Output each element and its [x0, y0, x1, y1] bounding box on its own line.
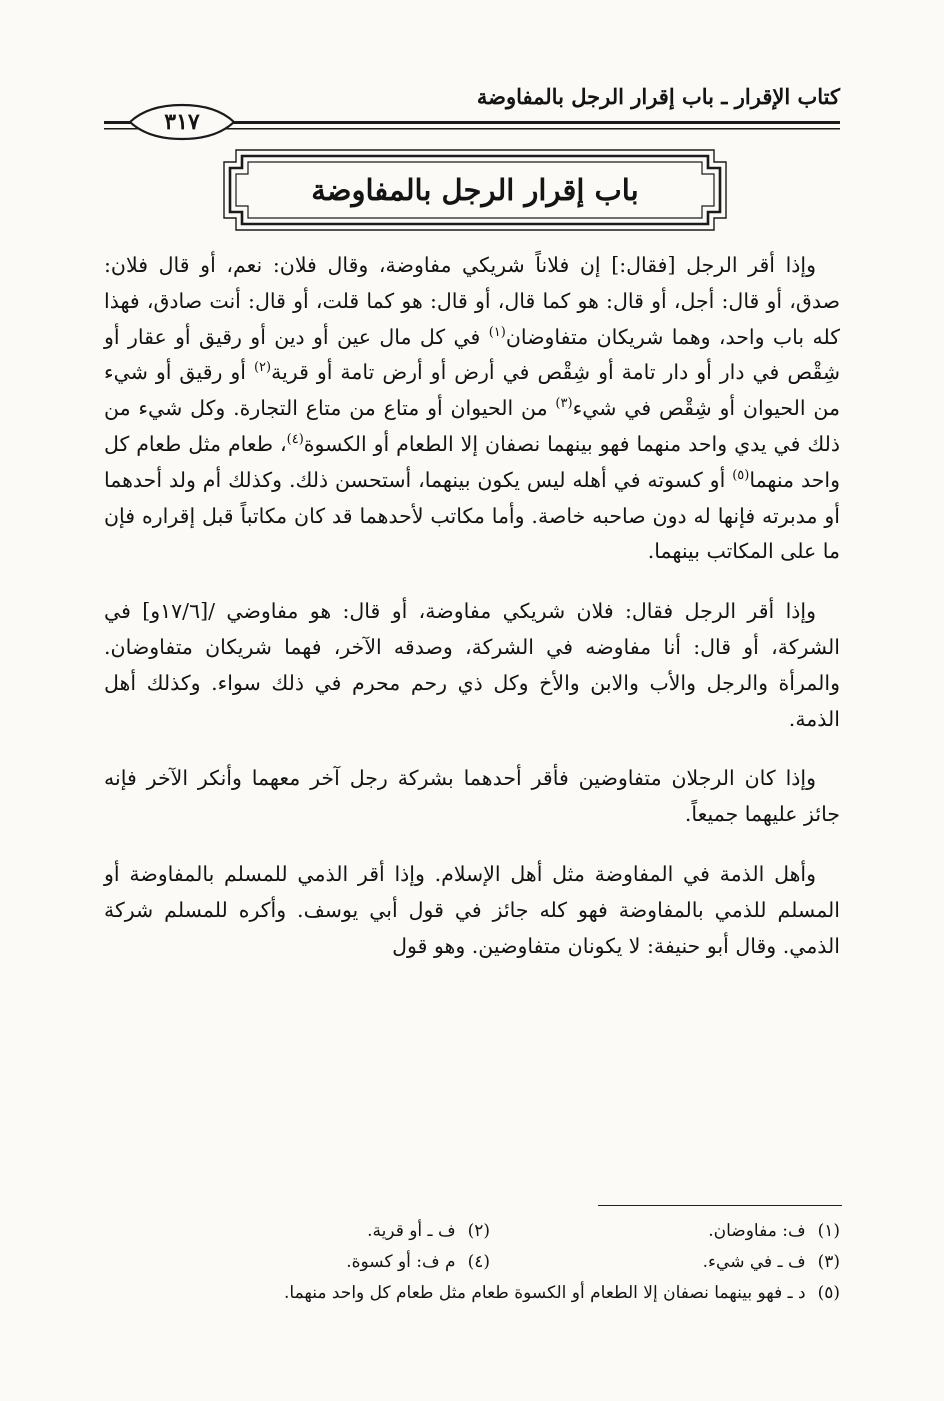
footnote-row — [110, 1247, 840, 1278]
paragraph — [104, 248, 840, 570]
paragraph — [104, 761, 840, 833]
footnote-row — [110, 1216, 840, 1247]
text-segment: وإذا كان الرجلان متفاوضين فأقر أحدهما بشركة رجل آخر معهما وأنكر الآخر فإنه جائز عليهما جميعاً. — [104, 766, 840, 827]
text-segment: أو رقيق أو شيء من الحيوان أو شِقْص في شيء — [104, 360, 841, 421]
footnote-ref: (٤) — [286, 432, 304, 448]
footnote-ref: (١) — [488, 324, 506, 340]
footnote-item: (٥)د ـ فهو بينهما نصفان إلا الطعام أو الكسوة طعام مثل طعام كل واحد منهما. — [284, 1283, 840, 1303]
footnote-item: (٢)ف ـ أو قرية. — [367, 1221, 490, 1241]
text-segment: ، طعام مثل طعام كل واحد منهما — [104, 431, 840, 492]
footnotes — [110, 1216, 840, 1309]
footnote-item: (١)ف: مفاوضان. — [708, 1221, 840, 1241]
footnote-ref: (٥) — [732, 467, 750, 483]
footnote-separator — [598, 1205, 842, 1206]
paragraph — [104, 857, 840, 964]
chapter-title-frame — [222, 148, 728, 232]
paragraph — [104, 594, 840, 737]
text-segment: وإذا أقر الرجل [فقال:] إن فلاناً شريكي مفاوضة، وقال فلان: نعم، أو قال فلان: صدق، أو قال: أجل، أو قال: هو كما قال، أو قال: هو كما قلت، أو قال: أنت صادق، فهذا كله باب واحد، وهما شريكان متفاوضان — [104, 253, 841, 349]
footnote-item: (٣)ف ـ في شيء. — [702, 1252, 840, 1272]
footnote-row — [110, 1278, 840, 1309]
text-segment: من الحيوان أو متاع من متاع التجارة. وكل شيء من ذلك في يدي واحد منهما فهو بينهما نصفان إلا الطعام أو الكسوة — [104, 396, 840, 456]
text-segment: أو كسوته في أهله ليس يكون بينهما، أستحسن ذلك. وكذلك أم ولد أحدهما أو مدبرته فإنها له دون صاحبه خاصة. وأما مكاتب لأحدهما قد كان مكاتباً قبل إقراره فإن ما على المكاتب بينهما. — [104, 467, 840, 564]
body-text — [104, 248, 840, 964]
chapter-title: باب إقرار الرجل بالمفاوضة — [311, 173, 639, 207]
footnote-ref: (٢) — [253, 360, 272, 376]
running-head: كتاب الإقرار ـ باب إقرار الرجل بالمفاوضة — [476, 84, 840, 109]
text-segment: وإذا أقر الرجل فقال: فلان شريكي مفاوضة، أو قال: هو مفاوضي /[١٧/٦و] في الشركة، أو قال: أنا مفاوضه في الشركة، وصدقه الآخر، فهما شريكان متفاوضان. والمرأة والرجل والأب والابن والأخ وكل ذي رحم محرم في ذلك سواء. وكذلك أهل الذمة. — [104, 599, 840, 731]
page-number: ٣١٧ — [164, 109, 200, 135]
text-segment: في كل مال عين أو دين أو رقيق أو عقار أو شِقْص في دار أو دار تامة أو شِقْص في أرض أو أرض تامة أو قرية — [104, 324, 840, 385]
footnote-item: (٤)م ف: أو كسوة. — [346, 1252, 490, 1272]
footnote-ref: (٣) — [555, 396, 573, 412]
text-segment: وأهل الذمة في المفاوضة مثل أهل الإسلام. وإذا أقر الذمي للمسلم بالمفاوضة أو المسلم للذمي بالمفاوضة فهو كله جائز في قول أبي يوسف. وأكره للمسلم شركة الذمي. وقال أبو حنيفة: لا يكونان متفاوضين. وهو قول — [104, 861, 840, 958]
